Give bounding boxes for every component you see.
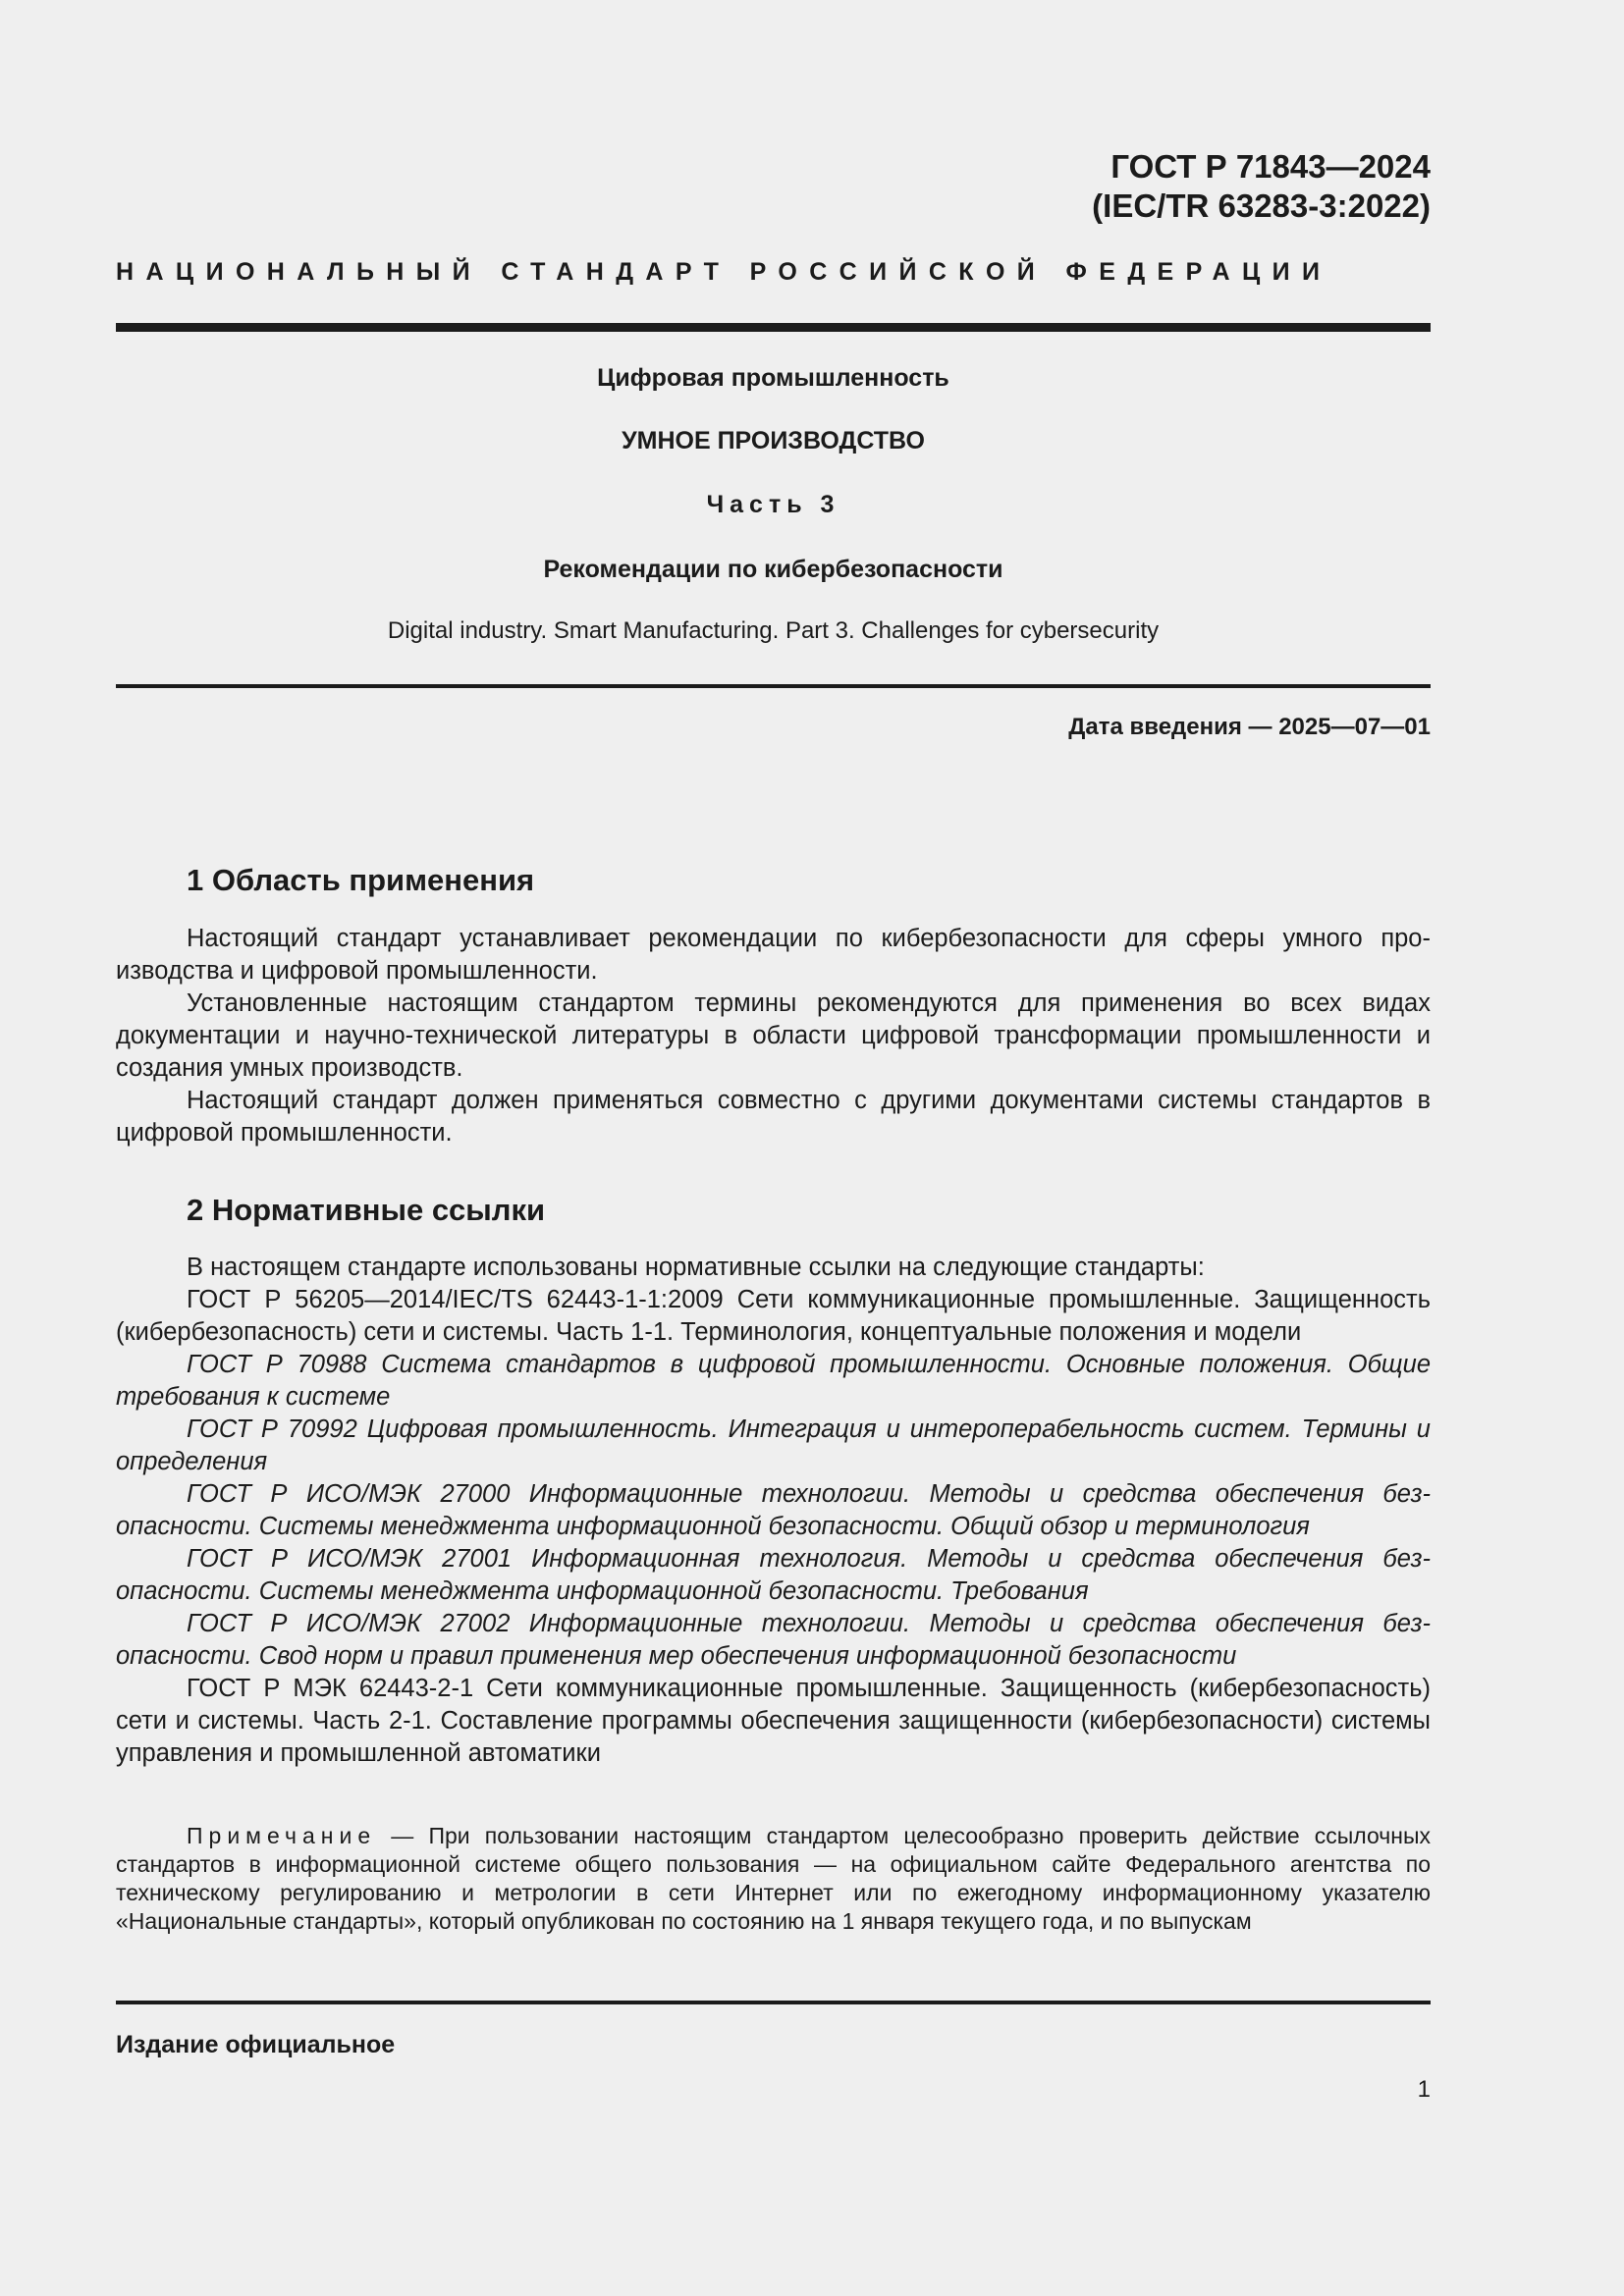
section-2-body (116, 1252, 1431, 1770)
section-1-heading: 1 Область применения (187, 863, 535, 897)
top-rule (116, 323, 1431, 332)
gost-number: ГОСТ Р 71843—2024 (1110, 148, 1431, 185)
section-2-heading: 2 Нормативные ссылки (187, 1193, 546, 1227)
title-smart-manufacturing: УМНОЕ ПРОИЗВОДСТВО (622, 427, 925, 454)
title-part: Часть 3 (706, 491, 840, 518)
section-1-paragraph: Настоящий стандарт устанавливает рекомендации по кибербезопасности для сферы умного производства и цифровой промышленности. (116, 925, 1431, 985)
official-edition-label: Издание официальное (116, 2031, 396, 2058)
reference-item: ГОСТ Р 70992 Цифровая промышленность. Интеграция и интероперабельность систем. Термины и определения (116, 1415, 1431, 1475)
section-1-paragraph: Настоящий стандарт должен применяться совместно с другими документами системы стандартов в цифровой промышленности. (116, 1087, 1431, 1147)
section-1-paragraph: Установленные настоящим стандартом термины рекомендуются для применения во всех видах документации и научно-технической литературы в области цифровой трансформации промышленности и создания умных производств. (116, 989, 1431, 1082)
reference-item: ГОСТ Р ИСО/МЭК 27000 Информационные технологии. Методы и средства обеспечения безопасности. Системы менеджмента информационной безопасности. Общий обзор и терминология (116, 1480, 1431, 1540)
reference-item: ГОСТ Р МЭК 62443-2-1 Сети коммуникационные промышленные. Защищенность (кибербезопасность) сети и системы. Часть 2-1. Составление программы обеспечения защищенности (кибербезопасности) системы управления и промышленной автоматики (116, 1675, 1431, 1767)
gost-code-block (1092, 147, 1431, 226)
reference-item: ГОСТ Р ИСО/МЭК 27001 Информационная технология. Методы и средства обеспечения безопасности. Системы менеджмента информационной безопасности. Требования (116, 1545, 1431, 1605)
title-bottom-rule (116, 684, 1431, 688)
iec-number: (IEC/TR 63283-3:2022) (1092, 187, 1431, 224)
note-text: — При пользовании настоящим стандартом целесообразно проверить действие ссылочных стандартов в информационной системе общего пользования — на официальном сайте Федерального агентства по техническому регулированию и метрологии в сети Интернет или по ежегодному информационному указателю «Национальные стандарты», который опубликован по состоянию на 1 января текущего года, и по выпускам (116, 1823, 1431, 1934)
introduction-date: Дата введения — 2025—07—01 (1068, 714, 1431, 740)
national-standard-label: НАЦИОНАЛЬНЫЙ СТАНДАРТ РОССИЙСКОЙ ФЕДЕРАЦИИ (116, 258, 1332, 286)
section-1-body (116, 923, 1431, 1149)
page-number: 1 (1417, 2076, 1431, 2103)
note-label: Примечание (187, 1823, 377, 1848)
document-page (116, 0, 1431, 2296)
english-title: Digital industry. Smart Manufacturing. Part 3. Challenges for cybersecurity (387, 617, 1160, 644)
reference-item: ГОСТ Р 70988 Система стандартов в цифровой промышленности. Основные положения. Общие требования к системе (116, 1351, 1431, 1411)
note-block (116, 1822, 1431, 1936)
references-intro: В настоящем стандарте использованы нормативные ссылки на следующие стандарты: (187, 1254, 1205, 1281)
footer-rule (116, 2001, 1431, 2004)
title-industry: Цифровая промышленность (597, 364, 949, 392)
reference-item: ГОСТ Р 56205—2014/IEC/TS 62443-1-1:2009 Сети коммуникационные промышленные. Защищенность (кибербезопасность) сети и системы. Часть 1-1. Терминология, концептуальные положения и модели (116, 1286, 1431, 1346)
reference-item: ГОСТ Р ИСО/МЭК 27002 Информационные технологии. Методы и средства обеспечения безопасности. Свод норм и правил применения мер обеспечения информационной безопасности (116, 1610, 1431, 1670)
title-cybersecurity: Рекомендации по кибербезопасности (543, 556, 1003, 583)
